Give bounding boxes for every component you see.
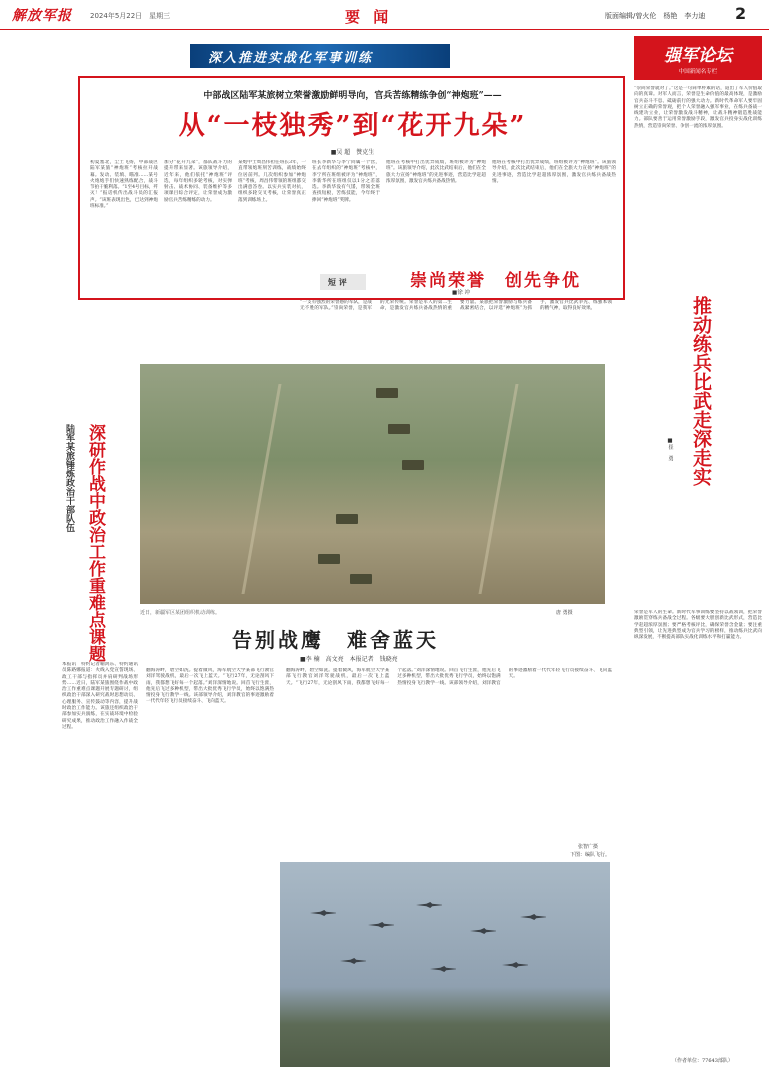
training-photo-caption: 近日，新疆军区某团组织机动训练。 — [140, 610, 221, 616]
feature-column-5: 他班在考核中打出优异成绩，班组被评为“神炮班”。该旅领导介绍，此次比武结束后，他们在全旅大力宣扬“神炮班”的先进事迹，营造比学赶超浓厚氛围，激发官兵练兵备战热情。 — [386, 160, 486, 184]
jet-icon — [470, 928, 496, 934]
political-vertical-subtitle: 陆军某旅锤炼政治干部队伍 — [64, 424, 74, 532]
feature-kicker: 中部战区陆军某旅树立荣誉激励鲜明导向，官兵苦练精练争创“神炮班”—— — [203, 91, 502, 101]
right-long-body: 荣誉是军人的生命。新时代军事训练要坚持以战领训，把荣誉激励贯穿练兵备战全过程。各级要大胆创新比武形式，营造比学赶超浓厚氛围；要严格考核评比，确保荣誉含金量；要注重典型引领，让先进典型成为官兵学习的榜样，推动练兵比武向纵深发展，不断提高部队实战化训练水平和打赢能力。 — [634, 610, 762, 641]
short-review-byline: ■徐 冲 — [452, 290, 470, 296]
commentary-vertical-title: 推动练兵比武走深走实 — [690, 296, 712, 486]
photo-truck — [318, 554, 340, 564]
feature-column-1: 初夏塞北，尘土飞扬，中部战区陆军某旅“神炮班”考核拉开战幕。发动、装填、瞄准……某号火炮炮手们快速熟练配合，战斗节拍干脆利落。“1至4号目标，歼灭！”报话机传出战斗员的汇报声。“该班表现出色，已达到神炮班标准。” — [90, 160, 158, 210]
jet-icon — [310, 910, 336, 916]
photo-truck — [336, 514, 358, 524]
political-vertical-title: 深研作战中政治工作重难点课题 — [85, 424, 105, 662]
page-number: 2 — [735, 4, 747, 23]
jet-icon — [502, 962, 528, 968]
topic-banner — [190, 44, 450, 68]
short-review-label: 短 评 — [328, 277, 347, 287]
commentary-byline: ■崔 勇 — [667, 438, 673, 461]
jet-icon — [430, 966, 456, 972]
page-editors: 版面编辑/曾火伦 杨艳 李力迪 — [605, 12, 706, 20]
photo-road — [241, 384, 518, 594]
farewell-body-right: 翻海涛畔，碧空如洗。提着微风，海军航空大学某部飞行教官刘洋驾驶战机，最后一次飞上蓝天。“飞行27年，无论刮风下雨，我都想飞好每一个起落。”刘洋深情地说。回首飞行生涯，他先后飞过多种机型，带出大批优秀飞行学员，始终以饱满热情投身飞行教学一线。该部领导介绍，刘洋教官的事迹激励着一代代年轻飞行员接续奋斗、飞向蓝天。 — [286, 668, 612, 686]
short-review-label-box — [320, 274, 366, 290]
section-title: 要 闻 — [345, 8, 393, 26]
training-photo — [140, 364, 605, 604]
short-review-title: 崇尚荣誉 创先争优 — [410, 271, 581, 291]
training-photo-credit: 唐 勇摄 — [556, 610, 573, 616]
newspaper-logo: 解放军报 — [12, 8, 72, 24]
commentary-column-title: 强军论坛 — [664, 46, 732, 66]
feature-column-6: 他班在考核中打出优异成绩，班组被评为“神炮班”。该旅领导介绍，此次比武结束后，他们在全旅大力宣扬“神炮班”的先进事迹，营造比学赶超浓厚氛围，激发官兵练兵备战热情。 — [492, 160, 616, 184]
jet-icon — [520, 914, 546, 920]
photo-truck — [402, 460, 424, 470]
political-body: 本报讯 特约记者喻鸿东、特约通讯员陈路娜报道：火线入党宣誓现场、政工干部与指挥员并肩研判战场形势……近日，陆军某旅围绕作战中政治工作重难点课题开展专题研讨，组织政治干部深入研究战时思想动员、心理服务、宣传鼓动等内容，提升战时政治工作能力。该旅还组织政治干部参加实兵演练，在实战环境中检验研究成果，推动政治工作融入作战全过程。 — [62, 662, 138, 730]
commentary-column-header — [634, 36, 762, 80]
farewell-byline: ■李 楠 高文亮 本报记者 钱晓亮 — [300, 656, 398, 663]
feature-column-4: 班长李新华与李宁同属一个营，在去年组织的“神炮班”考核中，李宁所在班组被评为“神炮班”，李新华所在班组仅以1分之差落选。李新华没有气馁，带领全班查找短板，苦练技能，今年终于捧回“神炮班”奖牌。 — [312, 160, 380, 203]
feature-column-3: 某炮中士周昌伟担任班长3年，一直带领炮班刻苦训练，战绩始终位居前列。几次组织参加“神炮班”考核，周昌伟带领的班组都交出满意答卷。以实兵实装对抗，组织多轮交叉考核，让荣誉真正落到训练场上。 — [238, 160, 306, 203]
farewell-photo-credit: 张智广摄 — [578, 844, 599, 850]
farewell-body-left: 翻海涛畔，碧空如洗。提着微风，海军航空大学某部飞行教官刘洋驾驶战机，最后一次飞上蓝天。“飞行27年，无论刮风下雨，我都想飞好每一个起落。”刘洋深情地说。回首飞行生涯，他先后飞过多种机型，带出大批优秀飞行学员，始终以饱满热情投身飞行教学一线。该部领导介绍，刘洋教官的事迹激励着一代代年轻飞行员接续奋斗、飞向蓝天。 — [146, 668, 274, 705]
jets-photo — [280, 862, 610, 1067]
feature-byline: ■吴 超 赞克生 — [330, 149, 375, 156]
jet-icon — [340, 958, 366, 964]
farewell-photo-caption: 下图：编队飞行。 — [570, 852, 611, 858]
photo-truck — [388, 424, 410, 434]
feature-headline: 从“一枝独秀”到“花开九朵” — [178, 111, 527, 141]
photo-truck — [350, 574, 372, 584]
right-long-author: （作者单位：77643部队） — [672, 1058, 733, 1064]
photo-truck — [376, 388, 398, 398]
farewell-headline: 告别战鹰 难舍蓝天 — [232, 628, 439, 652]
commentary-column-subtitle: 中国新闻名专栏 — [678, 69, 718, 75]
commentary-body: “崇尚荣誉就对了。”这是一句简单朴素的话，道出了军人价值取向的真谛。对军人而言，荣誉是生命价值的最高体现，是激励官兵奋斗不息、砥砺前行的强大动力。新时代革命军人要牢固树立正确的荣誉观，把个人荣誉融入强军事业，在练兵备战一线建功立业，让荣誉激发战斗精神，让战斗精神锻造胜战能力。部队要善于运用荣誉激励手段，激发官兵投身实战化训练热情，营造崇尚荣誉、争创一流的浓厚氛围。 — [634, 86, 762, 129]
issue-date: 2024年5月22日 星期三 — [90, 12, 171, 20]
short-review-body: “一支有强烈的荣誉感的军队，是战无不胜的军队。”崇尚荣誉，是我军的光荣传统。荣誉是军人的第二生命，是激发官兵练兵备战热情的重要力量。某旅把荣誉激励与练兵备战紧密结合，以评选“神炮班”为抓手，激发官兵比武争先、练强本领的精气神，取得良好效果。 — [300, 300, 612, 312]
jet-icon — [416, 902, 442, 908]
feature-column-2: 加分“花开九朵”，都队战斗力的提升带来显著。该旅领导介绍，近年来，他们依托“神炮班”评选，每年组织多轮考核，对实弹射击、战术协同、装备维护等多项课目综合评定，让荣誉成为激励官兵苦练精练的动力。 — [164, 160, 232, 203]
jet-icon — [368, 922, 394, 928]
topic-banner-label: 深入推进实战化军事训练 — [208, 51, 374, 66]
